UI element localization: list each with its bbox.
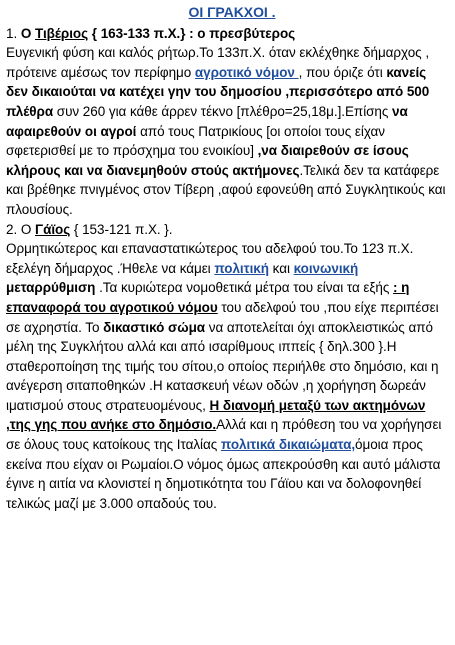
bold-segment: μεταρρύθμιση — [6, 280, 96, 296]
section-tiberius — [6, 24, 450, 220]
section-gaius — [6, 220, 450, 514]
text-segment: συν 260 για κάθε άρρεν τέκνο [πλέθρο=25,18μ.].Επίσης — [53, 103, 393, 119]
text-segment: και — [268, 260, 294, 276]
text-segment: , που όριζε ότι — [298, 64, 387, 80]
text-segment: Ευγενική φύση και καλός ρήτωρ.Το 133π.Χ. όταν εκλέχθηκε δήμαρχος , πρότεινε αμέσως τον περίφημο — [6, 45, 430, 80]
article-o: Ο — [20, 25, 32, 41]
bold-segment: ,να διαιρεθούν σε ίσους κλήρους και να διανεμηθούν στούς ακτήμονες — [6, 143, 409, 178]
text-segment: να αποτελείται όχι αποκλειστικώς από μέλη της Συγκλήτου αλλά και από ισαρίθμους ιππείς { δηλ.300 }.Η σταθεροποίηση της τιμής του σίτου,ο οποίος περιήλθε στο δημόσιο, και η ανέγερση σιταποθηκών .Η κατασκευή νέων οδών ,η χορήγηση δωρεάν ιματισμού στους στρατευομένους, — [6, 319, 439, 413]
text-segment: από τους Πατρικίους [οι οποίοι τους είχαν σφετερισθεί με το πρόσχημα του ενοικίου] — [6, 123, 385, 159]
years-tiberius: { 163-133 π.Χ.} — [88, 25, 186, 41]
section-number: 1. — [6, 25, 18, 41]
person-name-gaius: Γάϊος — [35, 221, 71, 237]
text-segment: Αλλά και η πρόθεση του να χορήγησει σε όλους τους κατοίκους της Ιταλίας — [6, 417, 442, 453]
epithet-tiberius: : ο πρεσβύτερος — [189, 25, 296, 41]
text-segment: Ορμητικώτερος και επαναστατικώτερος του αδελφού του.Το 123 π.Χ. εξελέγη δήμαρχος .Ήθελε να κάμει — [6, 241, 414, 276]
text-segment: όμοια προς εκείνα που είχαν οι Ρωμαίοι.Ο νόμος όμως απεκρούσθη και αυτό μάλιστα έγινε η αιτία να κλονιστεί η δημοτικότητα του Γάϊου και να δολοφονηθεί τελικώς μαζί με 3.000 οπαδούς του. — [6, 437, 441, 511]
text-segment: .Τα κυριώτερα νομοθετικά μέτρα του είναι τα εξής — [95, 280, 393, 296]
person-name-tiberius: Τιβέριος — [35, 25, 89, 41]
text-segment: του αδελφού του ,που είχε περιπέσει σε αχρηστία. Το — [6, 299, 439, 335]
article-o: Ο — [20, 221, 32, 237]
bold-segment: Η διανομή μεταξύ των ακτημόνων ,της γης που ανήκε στο δημόσιο. — [6, 397, 426, 433]
text-segment: .Τελικά δεν τα κατάφερε και βρέθηκε πνιγμένος στον Τίβερη ,αφού εφονεύθη από Συγκλητικούς και πλουσίους. — [6, 162, 446, 217]
bold-segment: δικαστικό σώμα — [103, 319, 206, 335]
bold-segment: : η επαναφορά του αγροτικού νόμου — [6, 280, 410, 315]
document-title: ΟΙ ΓΡΑΚΧΟΙ . — [188, 4, 276, 20]
link-social[interactable]: κοινωνική — [293, 260, 359, 276]
link-agrarian-law[interactable]: αγροτικό νόμον — [194, 64, 299, 80]
years-gaius: { 153-121 π.Χ. }. — [70, 221, 173, 237]
link-political-rights[interactable]: πολιτικά δικαιώματα, — [220, 437, 356, 453]
bold-segment: κανείς δεν δικαιούται να κατέχει γην του δημοσίου ,περισσότερο από 500 πλέθρα — [6, 64, 430, 119]
bold-segment: να αφαιρεθούν οι αγροί — [6, 103, 408, 139]
link-political[interactable]: πολιτική — [214, 260, 269, 276]
section-number: 2. — [6, 221, 18, 237]
